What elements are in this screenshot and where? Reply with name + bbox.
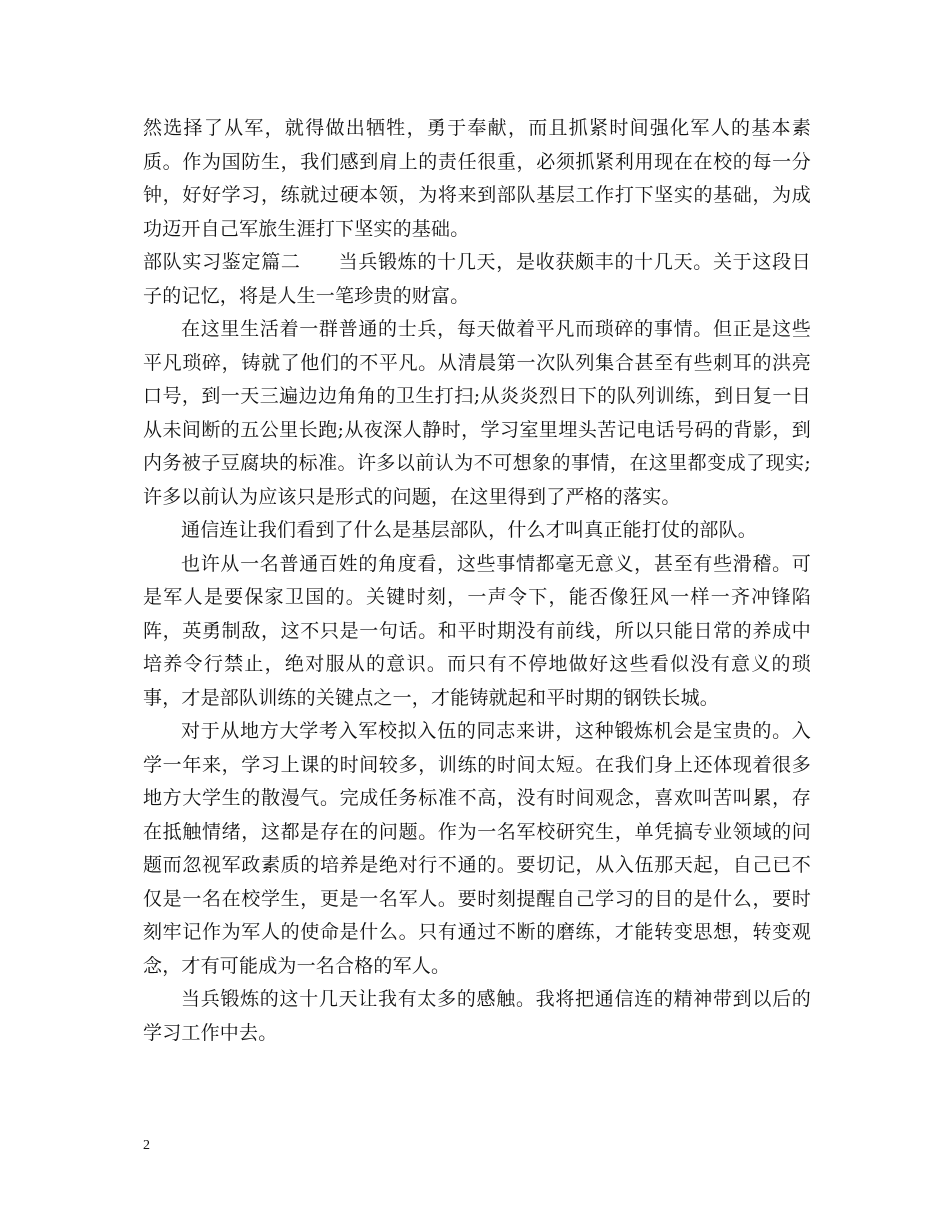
- document-body: [143, 112, 811, 1050]
- paragraph-continuation: 然选择了从军，就得做出牺牲，勇于奉献，而且抓紧时间强化军人的基本素质。作为国防生，我们感到肩上的责任很重，必须抓紧利用现在在校的每一分钟，好好学习，练就过硬本领，为将来到部队基层工作打下坚实的基础，为成功迈开自己军旅生涯打下坚实的基础。: [143, 117, 811, 240]
- paragraph: 当兵锻炼的这十几天让我有太多的感触。我将把通信连的精神带到以后的学习工作中去。: [143, 988, 811, 1044]
- paragraph: 在这里生活着一群普通的士兵，每天做着平凡而琐碎的事情。但正是这些平凡琐碎，铸就了他们的不平凡。从清晨第一次队列集合甚至有些刺耳的洪亮口号，到一天三遍边边角角的卫生打扫;从炎炎烈日下的队列训练，到日复一日从未间断的五公里长跑;从夜深人静时，学习室里埋头苦记电话号码的背影，到内务被子豆腐块的标准。许多以前认为不可想象的事情，在这里都变成了现实;许多以前认为应该只是形式的问题，在这里得到了严格的落实。: [143, 318, 811, 508]
- section-heading: 部队实习鉴定篇二: [143, 251, 301, 273]
- page-number: 2: [143, 1138, 150, 1153]
- section-intro: 当兵锻炼的十几天，是收获颇丰的十几天。关于这段日子的记忆，将是人生一笔珍贵的财富。: [143, 251, 811, 307]
- paragraph: 对于从地方大学考入军校拟入伍的同志来讲，这种锻炼机会是宝贵的。入学一年来，学习上课的时间较多，训练的时间太短。在我们身上还体现着很多地方大学生的散漫气。完成任务标准不高，没有时间观念，喜欢叫苦叫累，存在抵触情绪，这都是存在的问题。作为一名军校研究生，单凭搞专业领域的问题而忽视军政素质的培养是绝对行不通的。要切记，从入伍那天起，自己已不仅是一名在校学生，更是一名军人。要时刻提醒自己学习的目的是什么，要时刻牢记作为军人的使命是什么。只有通过不断的磨练，才能转变思想，转变观念，才有可能成为一名合格的军人。: [143, 720, 811, 977]
- section-heading-paragraph: [143, 246, 811, 313]
- paragraph: 也许从一名普通百姓的角度看，这些事情都毫无意义，甚至有些滑稽。可是军人是要保家卫国的。关键时刻，一声令下，能否像狂风一样一齐冲锋陷阵，英勇制敌，这不只是一句话。和平时期没有前线，所以只能日常的养成中培养令行禁止，绝对服从的意识。而只有不停地做好这些看似没有意义的琐事，才是部队训练的关键点之一，才能铸就起和平时期的钢铁长城。: [143, 552, 811, 709]
- paragraph: 通信连让我们看到了什么是基层部队，什么才叫真正能打仗的部队。: [181, 519, 758, 541]
